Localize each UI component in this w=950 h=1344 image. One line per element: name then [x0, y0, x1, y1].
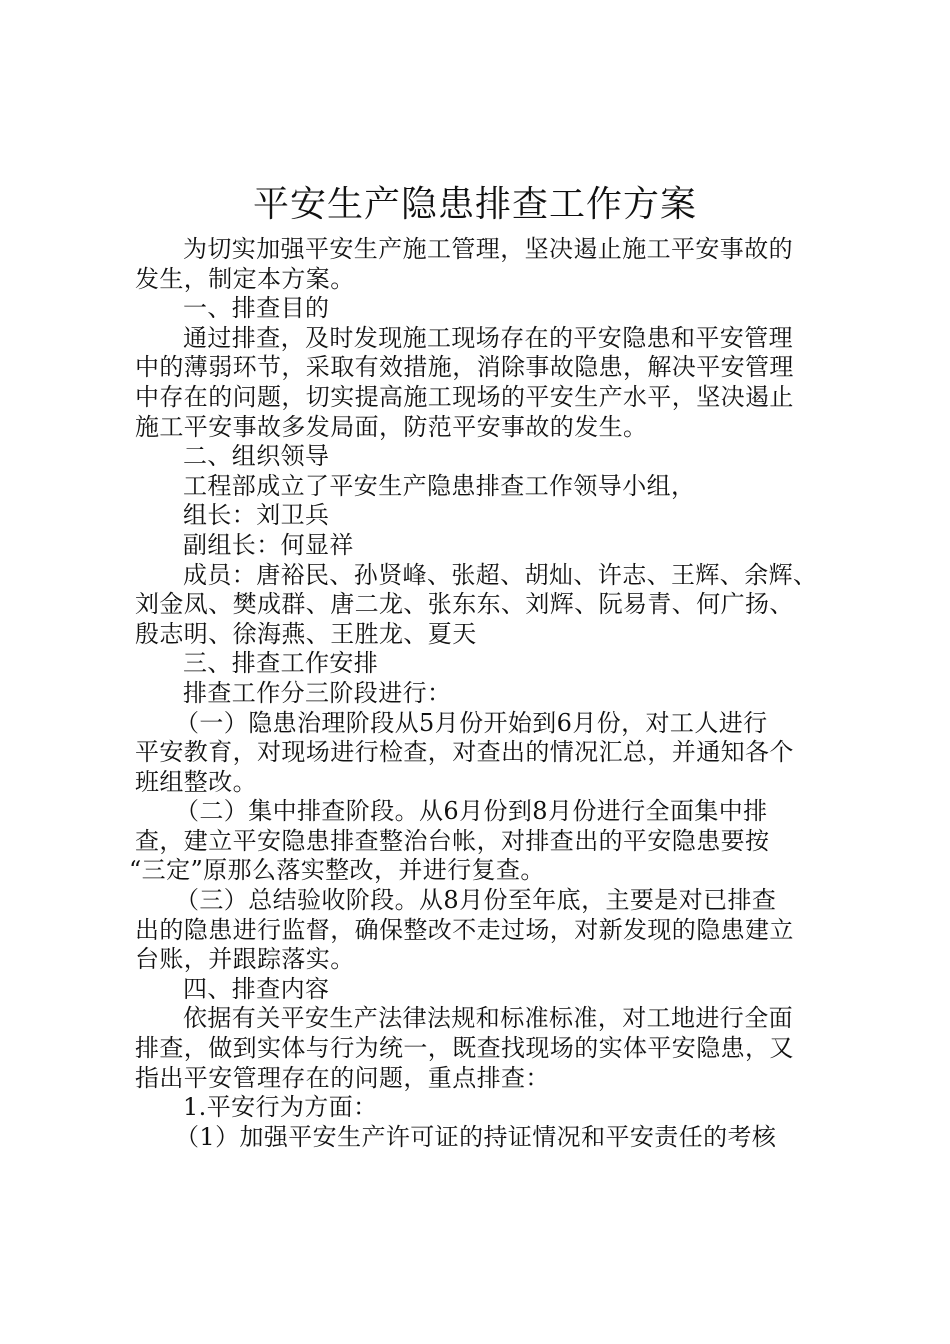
text-line: 1.平安行为方面：	[183, 1093, 378, 1122]
text-line: 殷志明、徐海燕、王胜龙、夏天	[135, 619, 477, 648]
text-line: 为切实加强平安生产施工管理，坚决遏止施工平安事故的	[183, 235, 793, 263]
text-line: 三、排查工作安排	[183, 649, 379, 678]
text-line: （1）加强平安生产许可证的持证情况和平安责任的考核	[175, 1122, 777, 1151]
text-line: 二、组织领导	[183, 442, 330, 471]
text-line: 中的薄弱环节，采取有效措施，消除事故隐患，解决平安管理	[135, 353, 794, 382]
text-line: （三）总结验收阶段。从8月份至年底，主要是对已排查	[175, 886, 777, 915]
text-line: 通过排查，及时发现施工现场存在的平安隐患和平安管理	[183, 323, 793, 352]
text-line: 排查工作分三阶段进行：	[183, 678, 452, 707]
text-line: “三定”原那么落实整改，并进行复查。	[129, 856, 545, 885]
text-line: 台账，并跟踪落实。	[135, 945, 355, 974]
text-line: 中存在的问题，切实提高施工现场的平安生产水平，坚决遏止	[135, 382, 794, 411]
text-line: （一）隐患治理阶段从5月份开始到6月份，对工人进行	[175, 708, 768, 737]
text-line: 依据有关平安生产法律法规和标准标准，对工地进行全面	[183, 1004, 793, 1033]
document-title: 平安生产隐患排查工作方案	[252, 184, 697, 225]
text-line: 四、排查内容	[183, 974, 330, 1003]
text-line: 组长：刘卫兵	[183, 501, 330, 530]
text-line: 查，建立平安隐患排查整治台帐，对排查出的平安隐患要按	[135, 826, 770, 855]
text-line: 刘金凤、樊成群、唐二龙、张东东、刘辉、阮易青、何广扬、	[135, 590, 794, 619]
text-line: 施工平安事故多发局面，防范平安事故的发生。	[135, 412, 648, 441]
document-body	[129, 235, 825, 1152]
text-line: 指出平安管理存在的问题，重点排查：	[135, 1063, 550, 1092]
text-line: 发生，制定本方案。	[135, 264, 355, 293]
text-line: 副组长：何显祥	[183, 530, 354, 559]
text-line: 班组整改。	[135, 767, 257, 796]
text-line: 出的隐患进行监督，确保整改不走过场，对新发现的隐患建立	[135, 915, 794, 944]
text-line: 工程部成立了平安生产隐患排查工作领导小组，	[183, 471, 696, 500]
text-line: （二）集中排查阶段。从6月份到8月份进行全面集中排	[175, 797, 768, 826]
text-line: 平安教育，对现场进行检查，对查出的情况汇总，并通知各个	[135, 738, 794, 767]
text-line: 成员：唐裕民、孙贤峰、张超、胡灿、许志、王辉、余辉、	[183, 560, 818, 589]
text-line: 排查，做到实体与行为统一，既查找现场的实体平安隐患，又	[135, 1034, 794, 1063]
text-line: 一、排查目的	[183, 294, 330, 323]
